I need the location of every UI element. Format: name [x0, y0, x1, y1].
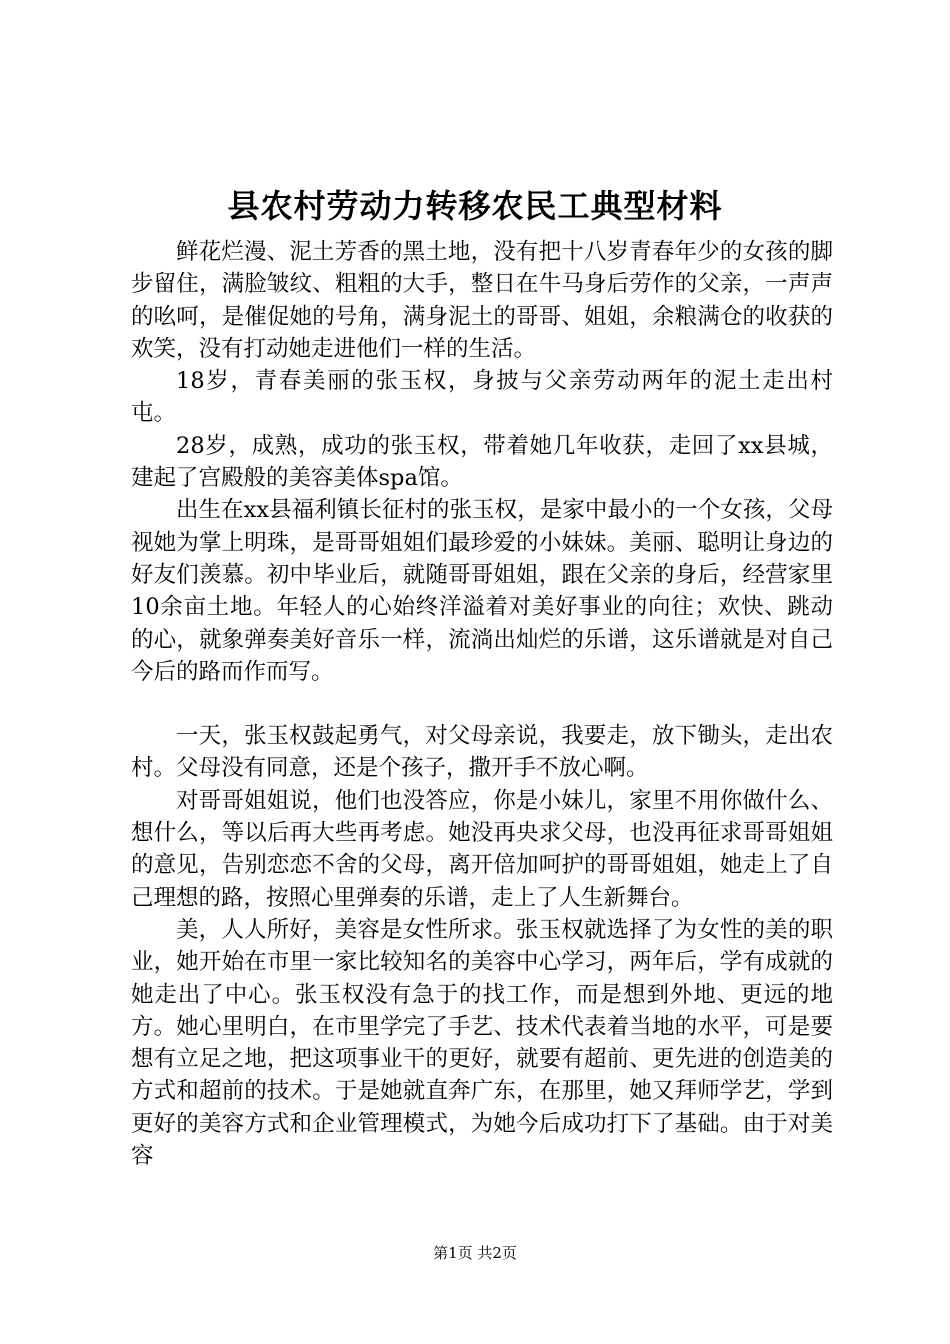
paragraph: 出生在xx县福利镇长征村的张玉权，是家中最小的一个女孩，父母视她为掌上明珠，是哥哥姐姐们最珍爱的小妹妹。美丽、聪明让身边的好友们羡慕。初中毕业后，就随哥哥姐姐，跟在父亲的身后，经营家里10余亩土地。年轻人的心始终洋溢着对美好事业的向往；欢快、跳动的心，就象弹奏美好音乐一样，流淌出灿烂的乐谱，这乐谱就是对自己今后的路而作而写。	[131, 497, 833, 685]
document-title: 县农村劳动力转移农民工典型材料	[227, 187, 723, 225]
paragraph: 28岁，成熟，成功的张玉权，带着她几年收获，走回了xx县城，建起了宫殿般的美容美体spa馆。	[131, 432, 833, 492]
paragraph: 一天，张玉权鼓起勇气，对父母亲说，我要走，放下锄头，走出农村。父母没有同意，还是个孩子，撒开手不放心啊。	[131, 723, 833, 782]
document-body	[131, 236, 833, 1172]
paragraph: 美，人人所好，美容是女性所求。张玉权就选择了为女性的美的职业，她开始在市里一家比较知名的美容中心学习，两年后，学有成就的她走出了中心。张玉权没有急于的找工作，而是想到外地、更远的地方。她心里明白，在市里学完了手艺、技术代表着当地的水平，可是要想有立足之地，把这项事业干的更好，就要有超前、更先进的创造美的方式和超前的技术。于是她就直奔广东，在那里，她又拜师学艺，学到更好的美容方式和企业管理模式，为她今后成功打下了基础。由于对美容	[131, 916, 833, 1170]
paragraph: 对哥哥姐姐说，他们也没答应，你是小妹儿，家里不用你做什么、想什么，等以后再大些再考虑。她没再央求父母，也没再征求哥哥姐姐的意见，告别恋恋不舍的父母，离开倍加呵护的哥哥姐姐，她走上了自己理想的路，按照心里弹奏的乐谱，走上了人生新舞台。	[131, 787, 833, 911]
paragraph: 鲜花烂漫、泥土芳香的黑土地，没有把十八岁青春年少的女孩的脚步留住，满脸皱纹、粗粗的大手，整日在牛马身后劳作的父亲，一声声的吆呵，是催促她的号角，满身泥土的哥哥、姐姐，余粮满仓的收获的欢笑，没有打动她走进他们一样的生活。	[131, 239, 833, 362]
paragraph: 18岁，青春美丽的张玉权，身披与父亲劳动两年的泥土走出村屯。	[131, 368, 833, 427]
page-footer: 第1页 共2页	[433, 1244, 517, 1262]
